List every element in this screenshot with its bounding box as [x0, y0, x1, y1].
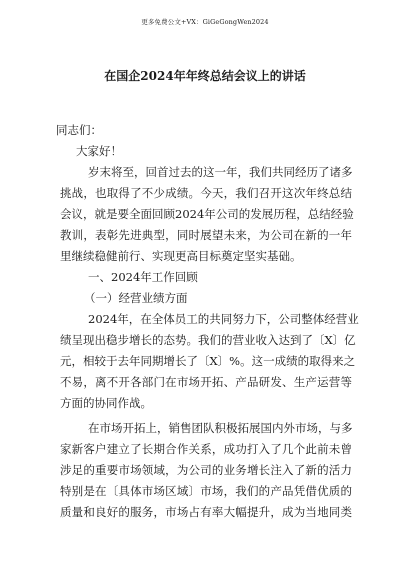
paragraph-line: 方面的协同作战。 [60, 396, 152, 410]
paragraph-line: 挑战，也取得了不少成绩。今天，我们召开这次年终总结 [60, 186, 352, 200]
section-heading: 一、2024年工作回顾 [88, 270, 198, 284]
subsection-heading: （一）经营业绩方面 [84, 291, 188, 305]
paragraph-line: 会议，就是要全面回顾2024年公司的发展历程，总结经验 [60, 207, 354, 221]
header-note: 更多免费公文+VX：GiGeGongWen2024 [141, 18, 269, 26]
document-title: 在国企2024年年终总结会议上的讲话 [104, 69, 306, 83]
paragraph-line: 家新客户建立了长期合作关系，成功打入了几个此前未曾 [60, 442, 352, 456]
paragraph-line: 特别是在〔具体市场区域〕市场，我们的产品凭借优质的 [60, 484, 352, 498]
paragraph-line: 涉足的重要市场领域，为公司的业务增长注入了新的活力 [60, 463, 352, 477]
paragraph-line: 不易，离不开各部门在市场开拓、产品研发、生产运营等 [60, 375, 352, 389]
salutation: 大家好！ [76, 144, 122, 158]
paragraph-line: 教训，表彰先进典型，同时展望未来，为公司在新的一年 [60, 228, 352, 242]
paragraph-line: 里继续稳健前行、实现更高目标奠定坚实基础。 [60, 249, 302, 263]
paragraph-line: 绩呈现出稳步增长的态势。我们的营业收入达到了〔X〕亿 [60, 333, 356, 347]
paragraph-line: 在市场开拓上，销售团队积极拓展国内外市场，与多 [88, 421, 353, 435]
paragraph-line: 岁末将至，回首过去的这一年，我们共同经历了诸多 [88, 165, 353, 179]
greeting: 同志们： [56, 123, 102, 137]
paragraph-line: 2024年，在全体员工的共同努力下，公司整体经营业 [88, 312, 359, 326]
paragraph-line: 元，相较于去年同期增长了〔X〕%。这一成绩的取得来之 [60, 354, 356, 368]
paragraph-line: 质量和良好的服务，市场占有率大幅提升，成为当地同类 [60, 505, 352, 519]
